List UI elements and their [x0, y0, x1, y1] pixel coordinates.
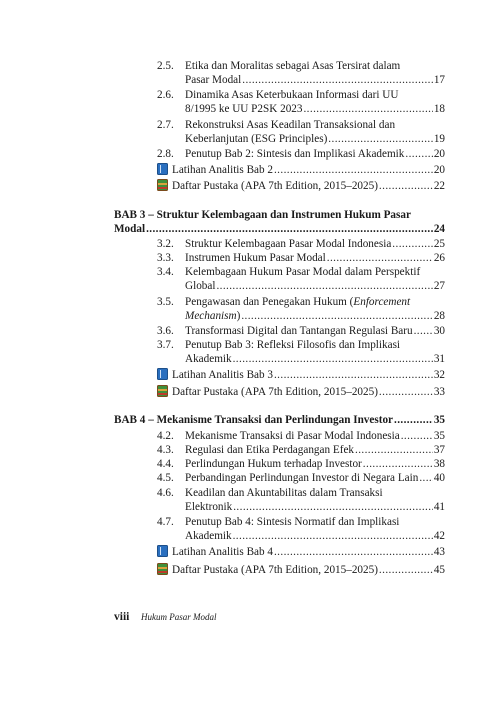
toc-entry-text[interactable]: Etika dan Moralitas sebagai Asas Tersirat dalam: [185, 60, 401, 72]
toc-entry-text[interactable]: Penutup Bab 3: Refleksi Filosofis dan Implikasi: [185, 339, 401, 351]
toc-entry-pustaka-2[interactable]: [157, 179, 445, 193]
page-number: 43: [433, 546, 445, 558]
page-number: 28: [433, 310, 445, 322]
toc-number: 4.4.: [157, 458, 174, 470]
toc-number: 3.7.: [157, 339, 174, 351]
books-icon: [157, 563, 168, 575]
toc-entry-3-3[interactable]: [185, 251, 445, 265]
leader-dots: [379, 179, 433, 193]
toc-entry-text: Daftar Pustaka (APA 7th Edition, 2015–2025): [172, 564, 378, 576]
toc-entry-text: Perlindungan Hukum terhadap Investor: [185, 458, 362, 470]
page-number: 32: [433, 369, 445, 381]
leader-dots: [327, 251, 433, 265]
toc-entry-text: Latihan Analitis Bab 2: [172, 164, 273, 176]
toc-entry-text: Pasar Modal: [185, 74, 242, 86]
toc-entry-2-5[interactable]: [185, 73, 445, 87]
leader-dots: [379, 563, 433, 577]
page-number: 25: [433, 238, 445, 250]
page-number: 35: [433, 414, 445, 426]
toc-entry-latihan-3[interactable]: [157, 368, 445, 382]
leader-dots: [146, 222, 433, 236]
toc-entry-4-2[interactable]: [185, 429, 445, 443]
leader-dots: [216, 279, 432, 293]
toc-entry-text[interactable]: Keadilan dan Akuntabilitas dalam Transaksi: [185, 487, 383, 499]
toc-entry-4-3[interactable]: [185, 443, 445, 457]
page-number: 35: [433, 430, 445, 442]
toc-entry-text[interactable]: Kelembagaan Hukum Pasar Modal dalam Perspektif: [185, 266, 421, 278]
toc-entry-text: Regulasi dan Etika Perdagangan Efek: [185, 444, 354, 456]
leader-dots: [303, 102, 432, 116]
toc-entry-latihan-2[interactable]: [157, 163, 445, 177]
toc-entry-text[interactable]: Rekonstruksi Asas Keadilan Transaksional dan: [185, 119, 396, 131]
toc-number: 2.7.: [157, 119, 174, 131]
leader-dots: [392, 237, 433, 251]
page-number: 17: [433, 74, 445, 86]
toc-entry-text: Latihan Analitis Bab 3: [172, 369, 273, 381]
page-number: 33: [433, 386, 445, 398]
page-number: 38: [433, 458, 445, 470]
toc-entry-4-4[interactable]: [185, 457, 445, 471]
toc-entry-text-italic: Enforcement: [353, 296, 411, 308]
page-number: 19: [433, 133, 445, 145]
toc-number: 3.4.: [157, 266, 174, 278]
toc-entry-pustaka-3[interactable]: [157, 385, 445, 399]
toc-entry-2-6[interactable]: [185, 102, 445, 116]
toc-entry-text: Global: [185, 280, 216, 292]
toc-number: 2.6.: [157, 89, 174, 101]
leader-dots: [233, 352, 433, 366]
leader-dots: [355, 443, 433, 457]
chapter-heading[interactable]: BAB 3 – Struktur Kelembagaan dan Instrumen Hukum Pasar: [114, 209, 411, 221]
leader-dots: [405, 147, 432, 161]
toc-number: 4.3.: [157, 444, 174, 456]
books-icon: [157, 179, 168, 191]
toc-entry-4-7[interactable]: [185, 529, 445, 543]
toc-number: 4.7.: [157, 516, 174, 528]
page-number: 20: [433, 164, 445, 176]
page-number: 26: [433, 252, 445, 264]
page-number: 37: [433, 444, 445, 456]
toc-number: 3.2.: [157, 238, 174, 250]
book-icon: [157, 545, 168, 557]
toc-entry-text-italic: Mechanism: [185, 310, 237, 322]
page-number: 41: [433, 501, 445, 513]
toc-entry-2-8[interactable]: [185, 147, 445, 161]
toc-number: 2.8.: [157, 148, 174, 160]
leader-dots: [274, 368, 433, 382]
toc-entry-text-part: ): [236, 310, 241, 322]
leader-dots: [233, 529, 433, 543]
toc-entry-text: Keberlanjutan (ESG Principles): [185, 133, 328, 145]
toc-entry-3-7[interactable]: [185, 352, 445, 366]
leader-dots: [328, 132, 433, 146]
chapter-heading-text: Modal: [114, 223, 146, 235]
chapter-heading-text: BAB 4 – Mekanisme Transaksi dan Perlindungan Investor: [114, 414, 394, 426]
toc-entry-text[interactable]: Penutup Bab 4: Sintesis Normatif dan Implikasi: [185, 516, 400, 528]
leader-dots: [274, 545, 433, 559]
toc-entry-bab-4[interactable]: [114, 413, 445, 427]
toc-number: 3.5.: [157, 296, 174, 308]
toc-entry-text: Instrumen Hukum Pasar Modal: [185, 252, 326, 264]
toc-number: 3.6.: [157, 325, 174, 337]
toc-entry-pustaka-4[interactable]: [157, 563, 445, 577]
page-number: 20: [433, 148, 445, 160]
page-number: 22: [433, 180, 445, 192]
page-number: 45: [433, 564, 445, 576]
leader-dots: [379, 385, 433, 399]
page-number: 31: [433, 353, 445, 365]
toc-entry-2-7[interactable]: [185, 132, 445, 146]
toc-entry-bab-3[interactable]: [114, 222, 445, 236]
toc-entry-text[interactable]: [185, 295, 410, 309]
page-number: 40: [433, 472, 445, 484]
toc-entry-text: Perbandingan Perlindungan Investor di Negara Lain: [185, 472, 419, 484]
toc-number: 4.5.: [157, 472, 174, 484]
toc-entry-4-5[interactable]: [185, 471, 445, 485]
toc-entry-text: Daftar Pustaka (APA 7th Edition, 2015–2025): [172, 386, 378, 398]
toc-entry-text-part: Pengawasan dan Penegakan Hukum (: [185, 296, 354, 308]
leader-dots: [241, 309, 433, 323]
toc-entry-text: Daftar Pustaka (APA 7th Edition, 2015–2025): [172, 180, 378, 192]
page-number: 27: [433, 280, 445, 292]
toc-entry-3-4[interactable]: [185, 279, 445, 293]
toc-entry-3-5[interactable]: [185, 309, 445, 323]
book-icon: [157, 163, 168, 175]
page-number: 18: [433, 103, 445, 115]
footer-book-title: Hukum Pasar Modal: [141, 612, 217, 622]
toc-entry-3-6[interactable]: [185, 324, 445, 338]
toc-entry-text: 8/1995 ke UU P2SK 2023: [185, 103, 303, 115]
toc-entry-text[interactable]: Dinamika Asas Keterbukaan Informasi dari UU: [185, 89, 399, 101]
books-icon: [157, 385, 168, 397]
toc-entry-text: Akademik: [185, 530, 232, 542]
toc-number: 3.3.: [157, 252, 174, 264]
toc-entry-text: Struktur Kelembagaan Pasar Modal Indonesia: [185, 238, 392, 250]
leader-dots: [401, 429, 433, 443]
leader-dots: [414, 324, 433, 338]
toc-entry-text: Latihan Analitis Bab 4: [172, 546, 273, 558]
toc-entry-text: Akademik: [185, 353, 232, 365]
toc-number: 4.2.: [157, 430, 174, 442]
book-icon: [157, 368, 168, 380]
toc-entry-text: Transformasi Digital dan Tantangan Regulasi Baru: [185, 325, 413, 337]
footer-page-number: viii: [114, 611, 130, 623]
toc-entry-latihan-4[interactable]: [157, 545, 445, 559]
toc-entry-4-6[interactable]: [185, 500, 445, 514]
toc-number: 2.5.: [157, 60, 174, 72]
toc-entry-3-2[interactable]: [185, 237, 445, 251]
page-number: 24: [433, 223, 445, 235]
toc-entry-text: Elektronik: [185, 501, 233, 513]
toc-number: 4.6.: [157, 487, 174, 499]
leader-dots: [363, 457, 433, 471]
page-number: 42: [433, 530, 445, 542]
leader-dots: [233, 500, 433, 514]
toc-entry-text: Mekanisme Transaksi di Pasar Modal Indonesia: [185, 430, 400, 442]
toc-entry-text: Penutup Bab 2: Sintesis dan Implikasi Akademik: [185, 148, 405, 160]
page-number: 30: [433, 325, 445, 337]
leader-dots: [394, 413, 433, 427]
leader-dots: [242, 73, 433, 87]
leader-dots: [419, 471, 432, 485]
leader-dots: [274, 163, 433, 177]
